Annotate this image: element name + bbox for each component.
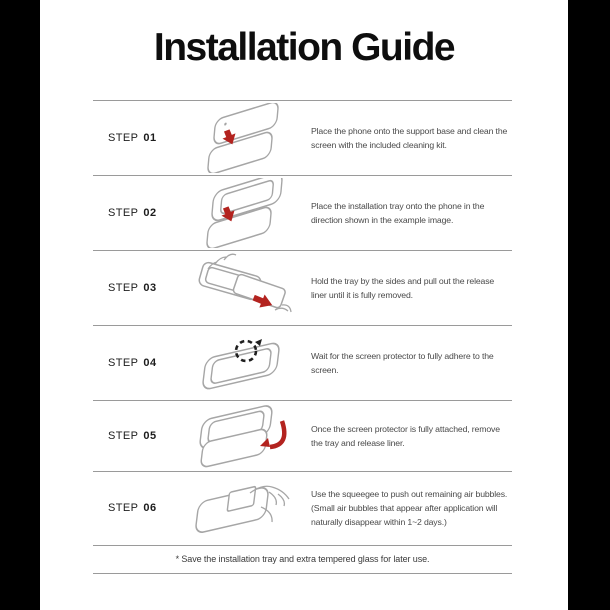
step-number: 02: [143, 206, 157, 219]
wait-adhesion-illustration: [184, 328, 302, 398]
step-row-06: [93, 471, 512, 545]
step-number: 01: [143, 131, 157, 144]
step-description-03: Hold the tray by the sides and pull out the release liner until it is fully removed.: [311, 275, 495, 300]
divider: [93, 573, 512, 574]
step-description-05: Once the screen protector is fully attached, remove the tray and release liner.: [311, 423, 500, 448]
step-word: STEP: [108, 131, 139, 144]
step-label-06: [93, 502, 184, 514]
remove-tray-illustration: [184, 401, 302, 471]
guide-panel: [40, 0, 568, 610]
step-word: STEP: [108, 502, 139, 514]
step-number: 05: [143, 429, 157, 442]
step-row-01: [93, 100, 512, 175]
step-row-02: [93, 175, 512, 250]
step-description-01: Place the phone onto the support base and clean the screen with the included cleaning kit.: [311, 125, 508, 150]
step-label-03: [93, 282, 184, 294]
step-label-02: [93, 207, 184, 219]
step-word: STEP: [108, 356, 139, 369]
tray-onto-phone-illustration: [184, 178, 302, 248]
footer-row: [93, 545, 512, 573]
step-number: 03: [143, 281, 157, 294]
step-description-02: Place the installation tray onto the phone in the direction shown in the example image.: [311, 200, 485, 225]
step-word: STEP: [108, 281, 139, 294]
step-number: 04: [143, 356, 157, 369]
step-row-05: [93, 400, 512, 471]
footnote-text: * Save the installation tray and extra tempered glass for later use.: [175, 554, 430, 564]
step-row-03: [93, 250, 512, 325]
step-description-06: Use the squeegee to push out remaining air bubbles. (Small air bubbles that appear after application will naturally disappear within 1~2 days.): [311, 489, 508, 527]
step-label-05: [93, 430, 184, 442]
squeegee-illustration: [184, 473, 302, 543]
step-word: STEP: [108, 206, 139, 219]
step-number: 06: [143, 502, 157, 514]
step-label-04: [93, 357, 184, 369]
pull-release-liner-illustration: [184, 253, 302, 323]
step-row-04: [93, 325, 512, 400]
step-label-01: [93, 132, 184, 144]
step-description-04: Wait for the screen protector to fully adhere to the screen.: [311, 350, 494, 375]
step-word: STEP: [108, 429, 139, 442]
page-title: Installation Guide: [153, 26, 455, 69]
phone-onto-support-base-illustration: [184, 103, 302, 173]
